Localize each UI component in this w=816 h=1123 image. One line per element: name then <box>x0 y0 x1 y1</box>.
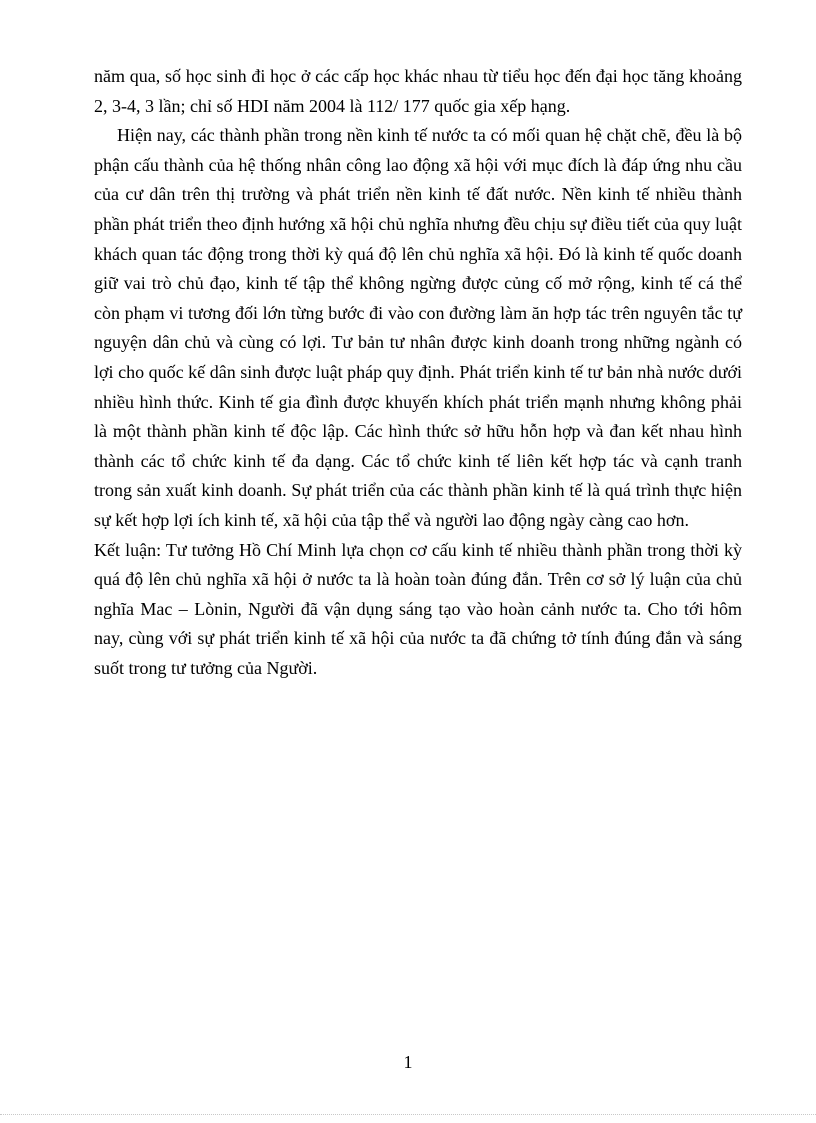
page-bottom-border <box>0 1114 816 1115</box>
paragraph-continuation: năm qua, số học sinh đi học ở các cấp học khác nhau từ tiểu học đến đại học tăng khoảng 2, 3-4, 3 lần; chỉ số HDI năm 2004 là 112/ 177 quốc gia xếp hạng. <box>94 66 742 116</box>
paragraph-economic-sectors: Hiện nay, các thành phần trong nền kinh tế nước ta có mối quan hệ chặt chẽ, đều là bộ phận cấu thành của hệ thống nhân công lao động xã hội với mục đích là đáp ứng nhu cầu của cư dân trên thị trường và phát triển nền kinh tế đất nước. Nền kinh tế nhiều thành phần phát triển theo định hướng xã hội chủ nghĩa nhưng đều chịu sự điều tiết của quy luật khách quan tác động trong thời kỳ quá độ lên chủ nghĩa xã hội. Đó là kinh tế quốc doanh giữ vai trò chủ đạo, kinh tế tập thể không ngừng được củng cố mở rộng, kinh tế cá thể còn phạm vi tương đối lớn từng bước đi vào con đường làm ăn hợp tác trên nguyên tắc tự nguyện dân chủ và cùng có lợi. Tư bản tư nhân được kinh doanh trong những ngành có lợi cho quốc kế dân sinh được luật pháp quy định. Phát triển kinh tế tư bản nhà nước dưới nhiều hình thức. Kinh tế gia đình được khuyến khích phát triển mạnh nhưng không phải là một thành phần kinh tế độc lập. Các hình thức sở hữu hỗn hợp và đan kết nhau hình thành các tổ chức kinh tế đa dạng. Các tổ chức kinh tế liên kết hợp tác và cạnh tranh trong sản xuất kinh doanh. Sự phát triển của các thành phần kinh tế là quá trình thực hiện sự kết hợp lợi ích kinh tế, xã hội của tập thể và người lao động ngày càng cao hơn. <box>94 125 742 530</box>
page-number: 1 <box>403 1052 413 1072</box>
body-text <box>94 62 742 683</box>
paragraph-conclusion: Kết luận: Tư tưởng Hồ Chí Minh lựa chọn cơ cấu kinh tế nhiều thành phần trong thời kỳ quá độ lên chủ nghĩa xã hội ở nước ta là hoàn toàn đúng đắn. Trên cơ sở lý luận của chủ nghĩa Mac – Lònin, Người đã vận dụng sáng tạo vào hoàn cảnh nước ta. Cho tới hôm nay, cùng với sự phát triển kinh tế xã hội của nước ta đã chứng tở tính đúng đắn và sáng suốt trong tư tưởng của Người. <box>94 539 742 678</box>
